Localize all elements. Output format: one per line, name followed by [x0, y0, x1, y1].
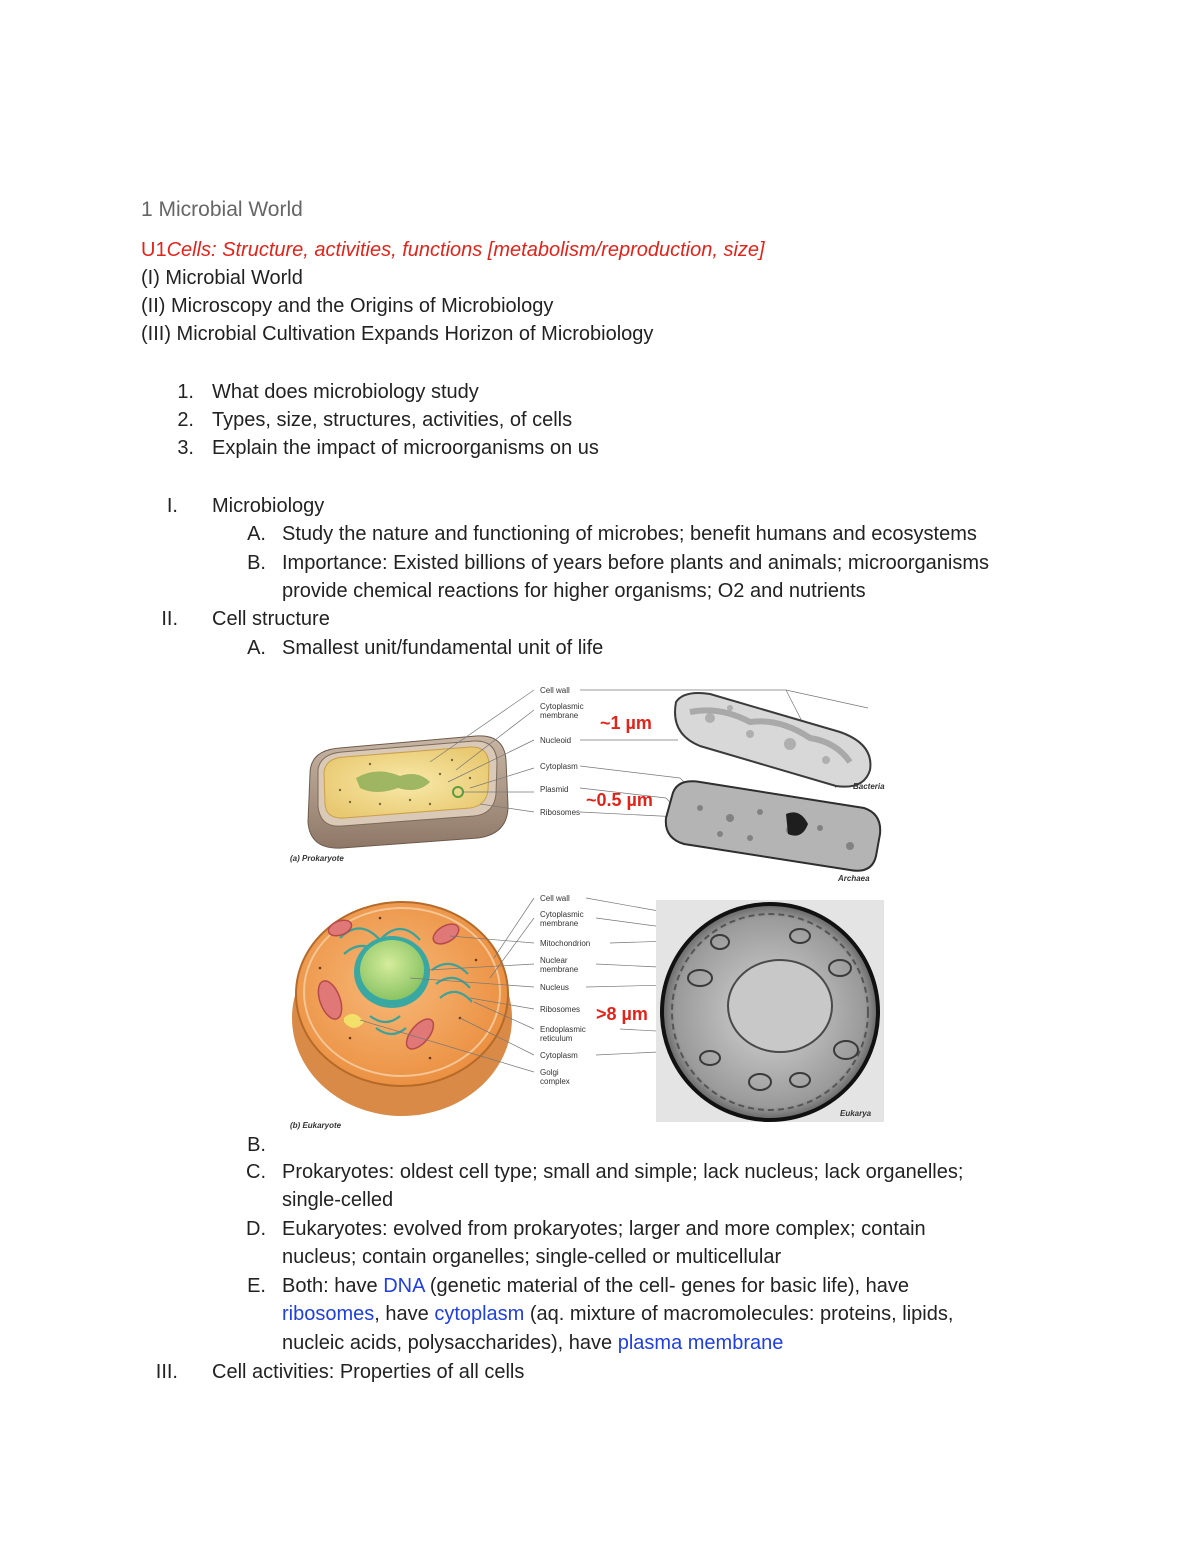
outline-marker: III. [155, 1361, 178, 1383]
section-item: (II) Microscopy and the Origins of Microbiology [141, 295, 554, 317]
outline-marker: A. [247, 523, 266, 545]
eukaryote-label: membrane [540, 919, 579, 928]
eukarya-micrograph [656, 900, 884, 1122]
section-item: (I) Microbial World [141, 267, 303, 289]
outline-marker: C. [246, 1161, 266, 1183]
eukaryote-caption: (b) Eukaryote [290, 1121, 342, 1130]
outline-marker: D. [246, 1218, 266, 1240]
eukaryote-label: reticulum [540, 1034, 573, 1043]
outline-item-continued [282, 1300, 953, 1328]
outline-item-continued: single-celled [282, 1189, 394, 1211]
eukaryote-illustration [292, 902, 512, 1116]
text-run: nucleic acids, polysaccharides), have [282, 1332, 618, 1354]
eukaryote-label: Nucleus [540, 983, 569, 992]
eukaryote-label: Ribosomes [540, 1005, 581, 1014]
cytoplasm-term: cytoplasm [434, 1303, 525, 1325]
plasma-membrane-term: plasma membrane [617, 1332, 784, 1354]
cell-diagram [280, 678, 908, 1138]
outline-item: Importance: Existed billions of years before plants and animals; microorganisms [282, 552, 989, 574]
text-run: (aq. mixture of macromolecules: proteins, lipids, [524, 1303, 954, 1325]
eukaryote-label: complex [540, 1077, 570, 1086]
eukaryote-label: Nuclear [540, 956, 568, 965]
outline-heading: Cell activities: Properties of all cells [212, 1361, 525, 1383]
text-run: (genetic material of the cell- genes for basic life), have [424, 1275, 909, 1297]
outline-item: Study the nature and functioning of microbes; benefit humans and ecosystems [282, 523, 977, 545]
prokaryote-label: Ribosomes [540, 808, 581, 817]
objective-item: Explain the impact of microorganisms on us [212, 437, 599, 459]
bacteria-size-label: ~1 µm [600, 713, 652, 733]
eukaryote-label: Cytoplasm [540, 1051, 578, 1060]
text-run: , have [374, 1303, 435, 1325]
eukaryote-label: Cell wall [540, 894, 570, 903]
outline-item: Eukaryotes: evolved from prokaryotes; larger and more complex; contain [282, 1218, 926, 1240]
archaea-micrograph [666, 781, 880, 870]
eukaryote-label: Cytoplasmic [540, 910, 584, 919]
outline-marker: B. [247, 1134, 266, 1156]
eukaryote-label: Golgi [540, 1068, 559, 1077]
outline-item [282, 1272, 909, 1300]
dna-term: DNA [383, 1275, 425, 1297]
objective-item: Types, size, structures, activities, of cells [212, 409, 573, 431]
section-item: (III) Microbial Cultivation Expands Horizon of Microbiology [141, 323, 654, 345]
text-run: Both: have [282, 1275, 384, 1297]
objective-item: What does microbiology study [212, 381, 479, 403]
prokaryote-label: Cell wall [540, 686, 570, 695]
outline-item-continued [282, 1329, 783, 1357]
outline-marker: I. [166, 495, 178, 517]
outline-marker: E. [247, 1275, 266, 1297]
outline-item: Smallest unit/fundamental unit of life [282, 637, 604, 659]
unit-heading [141, 236, 765, 264]
outline-item: Prokaryotes: oldest cell type; small and simple; lack nucleus; lack organelles; [282, 1161, 964, 1183]
outline-heading: Cell structure [212, 608, 330, 630]
archaea-size-label: ~0.5 µm [586, 790, 653, 810]
prokaryote-caption: (a) Prokaryote [290, 854, 344, 863]
eukaryote-label: Mitochondrion [540, 939, 591, 948]
page-title: 1 Microbial World [141, 198, 303, 221]
outline-heading: Microbiology [212, 495, 325, 517]
bacteria-label: Bacteria [853, 782, 885, 791]
prokaryote-label: Nucleoid [540, 736, 572, 745]
list-marker: 1. [177, 381, 194, 403]
unit-prefix: U1 [141, 239, 167, 261]
prokaryote-label: Cytoplasmic [540, 702, 584, 711]
cell-structure-figure [280, 678, 908, 1138]
outline-marker: B. [247, 552, 266, 574]
list-marker: 3. [177, 437, 194, 459]
archaea-label: Archaea [838, 874, 870, 883]
outline-marker: A. [247, 637, 266, 659]
ribosomes-term: ribosomes [282, 1303, 375, 1325]
outline-marker: II. [161, 608, 178, 630]
unit-text: Cells: Structure, activities, functions [metabolism/reproduction, size] [166, 239, 765, 261]
outline-item-continued: provide chemical reactions for higher organisms; O2 and nutrients [282, 580, 866, 602]
eukarya-size-label: >8 µm [596, 1004, 648, 1024]
outline-item-continued: nucleus; contain organelles; single-celled or multicellular [282, 1246, 782, 1268]
eukaryote-label: Endoplasmic [540, 1025, 586, 1034]
bacteria-micrograph [675, 693, 870, 787]
eukarya-label: Eukarya [840, 1109, 872, 1118]
list-marker: 2. [177, 409, 194, 431]
prokaryote-label: Cytoplasm [540, 762, 578, 771]
eukaryote-label: membrane [540, 965, 579, 974]
prokaryote-label: Plasmid [540, 785, 569, 794]
prokaryote-label: membrane [540, 711, 579, 720]
